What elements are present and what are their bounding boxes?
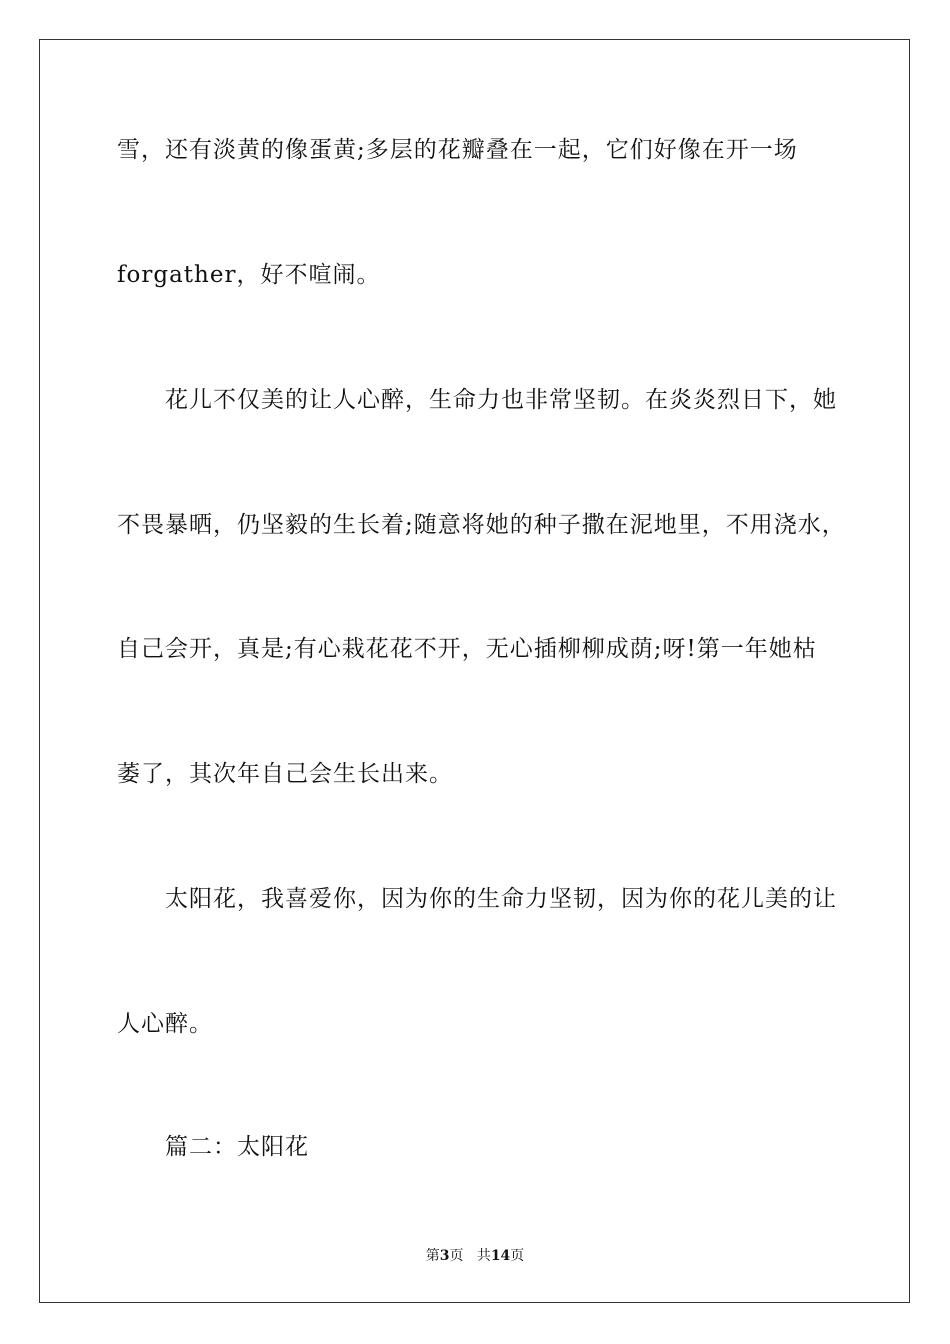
footer-page-suffix: 页 — [449, 1248, 464, 1264]
footer-total-suffix: 页 — [510, 1248, 525, 1264]
footer-page-current: 3 — [439, 1248, 450, 1264]
paragraph-line-8: 人心醉。 — [117, 1011, 213, 1037]
page-border — [39, 39, 910, 1303]
section-heading: 篇二：太阳花 — [165, 1134, 309, 1160]
page-footer — [0, 1246, 950, 1266]
paragraph-line-5: 自己会开，真是;有心栽花花不开，无心插柳柳成荫;呀!第一年她枯 — [117, 636, 817, 662]
paragraph-line-1: 雪，还有淡黄的像蛋黄;多层的花瓣叠在一起，它们好像在开一场 — [117, 137, 798, 163]
footer-total-prefix: 共 — [476, 1248, 491, 1264]
paragraph-line-4: 不畏暴晒，仍坚毅的生长着;随意将她的种子撒在泥地里，不用浇水， — [117, 512, 846, 538]
paragraph-line-7: 太阳花，我喜爱你，因为你的生命力坚韧，因为你的花儿美的让 — [165, 886, 837, 912]
paragraph-line-3: 花儿不仅美的让人心醉，生命力也非常坚韧。在炎炎烈日下，她 — [165, 387, 837, 413]
paragraph-line-6: 萎了，其次年自己会生长出来。 — [117, 761, 453, 787]
footer-page-prefix: 第 — [425, 1248, 440, 1264]
paragraph-line-2: forgather，好不喧闹。 — [117, 262, 381, 288]
footer-page-total: 14 — [490, 1248, 511, 1264]
